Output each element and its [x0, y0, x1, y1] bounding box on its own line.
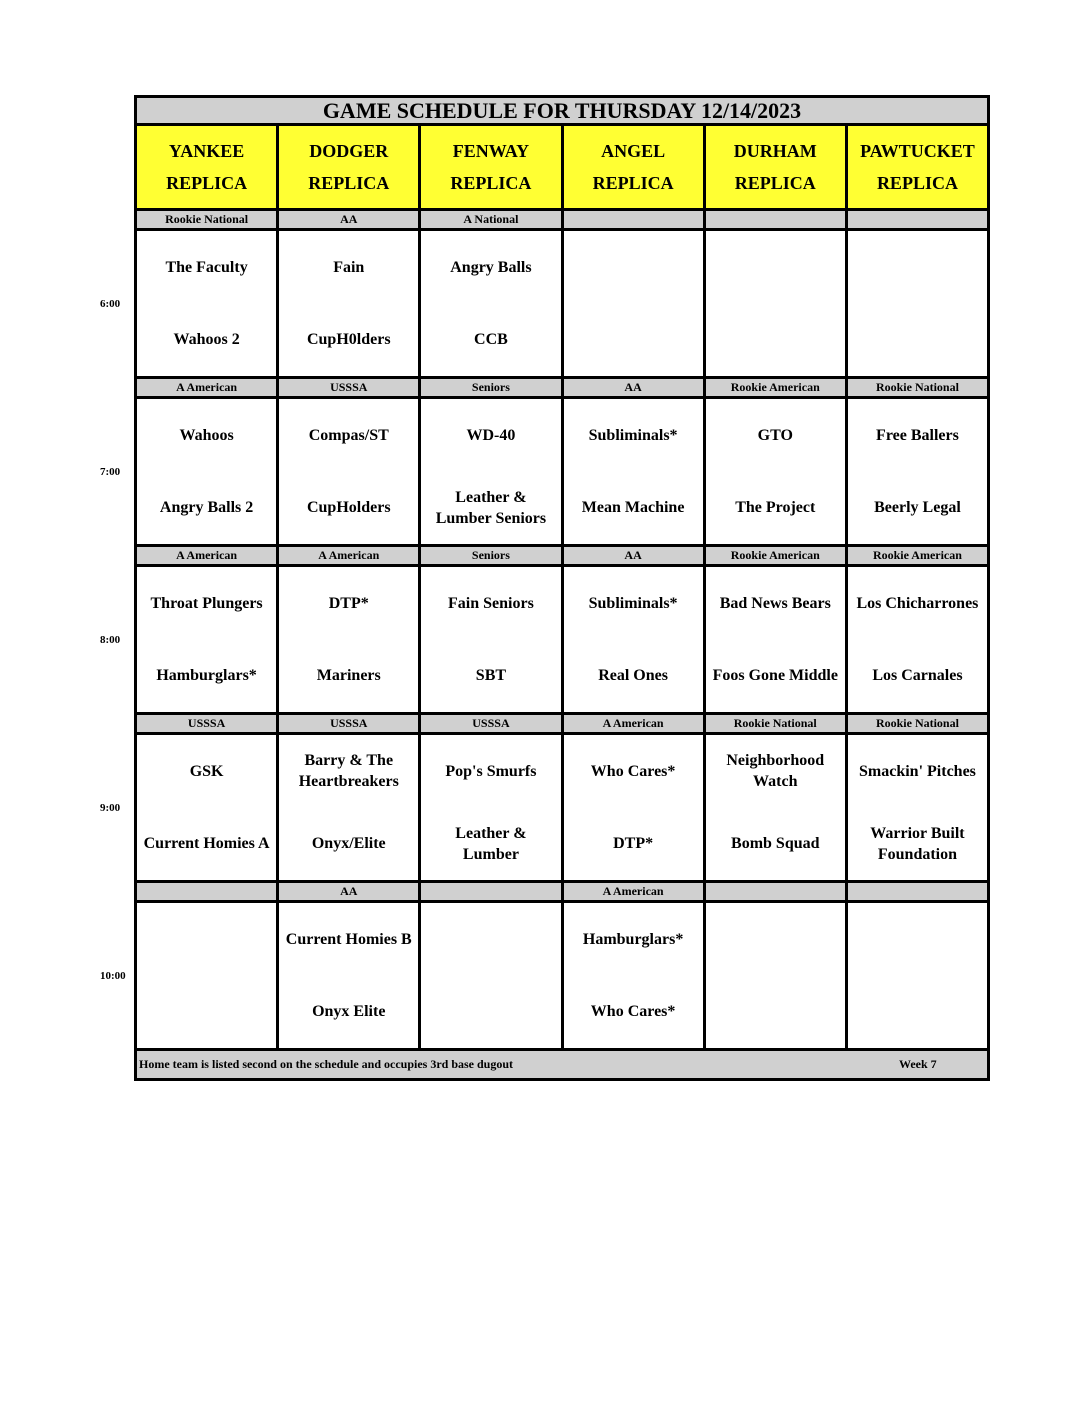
home-team: CCB [474, 331, 508, 349]
division-label: A American [564, 715, 706, 735]
game-row [134, 567, 990, 715]
home-team [564, 304, 703, 377]
away-team [564, 231, 703, 304]
away-team: Free Ballers [876, 426, 959, 444]
home-team: The Project [735, 499, 816, 517]
game-row [134, 231, 990, 379]
time-label: 6:00 [100, 298, 121, 310]
time-label: 8:00 [100, 634, 121, 646]
field-sub: REPLICA [734, 173, 816, 193]
field-name: YANKEE [168, 141, 245, 161]
game-cell [564, 903, 706, 1051]
home-team [706, 976, 845, 1049]
game-cell [564, 567, 706, 715]
game-cell [421, 735, 563, 883]
division-label: Rookie National [848, 379, 990, 399]
game-cell [564, 231, 706, 379]
time-slot [100, 547, 990, 715]
home-team: Onyx Elite [312, 1003, 386, 1021]
away-team [137, 903, 276, 976]
field-name: PAWTUCKET [860, 141, 975, 161]
field-sub: REPLICA [876, 173, 958, 193]
game-row [134, 903, 990, 1051]
field-name: FENWAY [452, 141, 530, 161]
home-team: Hamburglars* [156, 667, 257, 685]
game-cell [706, 399, 848, 547]
game-cell [137, 399, 279, 547]
game-cell [848, 399, 990, 547]
division-row [134, 715, 990, 735]
away-team: GSK [189, 762, 224, 780]
home-team: Bomb Squad [731, 835, 820, 853]
division-label [706, 883, 848, 903]
division-label [421, 883, 563, 903]
home-team: Los Carnales [872, 667, 963, 685]
home-team: Warrior Built Foundation [870, 824, 965, 863]
division-label [564, 211, 706, 231]
away-team: Hamburglars* [582, 930, 684, 948]
game-cell [279, 567, 421, 715]
home-team-note: Home team is listed second on the schedule and occupies 3rd base dugout [139, 1057, 514, 1071]
home-team: Leather & Lumber [455, 824, 527, 863]
time-slot [100, 883, 990, 1051]
away-team: Subliminals* [588, 426, 678, 444]
field-angel [564, 126, 706, 211]
field-sub: REPLICA [592, 173, 674, 193]
game-cell [421, 399, 563, 547]
home-team: Angry Balls 2 [159, 499, 254, 517]
field-pawtucket [848, 126, 990, 211]
division-label: AA [279, 211, 421, 231]
away-team: Pop's Smurfs [445, 762, 537, 780]
away-team: Subliminals* [588, 594, 678, 612]
division-row [134, 211, 990, 231]
division-label: A American [137, 379, 279, 399]
field-dodger [279, 126, 421, 211]
home-team: SBT [475, 667, 507, 685]
field-header-row [134, 123, 990, 211]
home-team [421, 976, 560, 1049]
away-team [848, 231, 987, 304]
game-cell [137, 735, 279, 883]
division-label [137, 883, 279, 903]
game-cell [421, 231, 563, 379]
game-row [134, 399, 990, 547]
game-cell [137, 231, 279, 379]
away-team: Throat Plungers [150, 594, 263, 612]
game-cell [564, 399, 706, 547]
time-label: 7:00 [100, 466, 121, 478]
division-label [848, 211, 990, 231]
game-cell [706, 735, 848, 883]
away-team: Barry & The Heartbreakers [298, 752, 399, 791]
away-team: Neighborhood Watch [726, 752, 825, 791]
division-label: A American [564, 883, 706, 903]
field-sub: REPLICA [450, 173, 532, 193]
time-slot [100, 211, 990, 379]
game-cell [848, 231, 990, 379]
field-name: DURHAM [733, 141, 817, 161]
away-team [706, 231, 845, 304]
game-cell [706, 903, 848, 1051]
away-team: Who Cares* [590, 762, 676, 780]
time-slots [100, 211, 990, 1051]
game-cell [137, 903, 279, 1051]
schedule-title: GAME SCHEDULE FOR THURSDAY 12/14/2023 [134, 95, 990, 123]
away-team [421, 903, 560, 976]
away-team: Fain [333, 258, 365, 276]
away-team [848, 903, 987, 976]
time-label: 10:00 [100, 970, 126, 982]
time-slot [100, 379, 990, 547]
game-cell [848, 735, 990, 883]
home-team [137, 976, 276, 1049]
game-cell [848, 903, 990, 1051]
division-label: USSSA [421, 715, 563, 735]
home-team: Who Cares* [590, 1003, 676, 1021]
division-row [134, 883, 990, 903]
division-row [134, 379, 990, 399]
field-name: DODGER [309, 141, 389, 161]
field-fenway [421, 126, 563, 211]
away-team: Angry Balls [450, 258, 532, 276]
away-team: Los Chicharrones [856, 594, 979, 612]
home-team: Leather & Lumber Seniors [435, 488, 547, 527]
division-label: USSSA [279, 379, 421, 399]
division-label: AA [564, 379, 706, 399]
division-label: AA [564, 547, 706, 567]
division-label: AA [279, 883, 421, 903]
division-label: Rookie National [848, 715, 990, 735]
game-cell [279, 735, 421, 883]
home-team: Mariners [316, 667, 381, 685]
division-label [848, 883, 990, 903]
field-sub: REPLICA [308, 173, 390, 193]
division-label: A American [279, 547, 421, 567]
game-cell [279, 903, 421, 1051]
home-team: CupH0lders [306, 331, 391, 349]
home-team: Real Ones [598, 667, 668, 685]
home-team: CupHolders [306, 499, 391, 517]
division-label: Rookie American [706, 547, 848, 567]
field-yankee [137, 126, 279, 211]
game-cell [706, 231, 848, 379]
game-cell [848, 567, 990, 715]
away-team: DTP* [328, 594, 369, 612]
away-team: The Faculty [165, 258, 248, 276]
schedule-footer [134, 1051, 990, 1081]
home-team: Wahoos 2 [173, 331, 240, 349]
home-team: Current Homies A [143, 835, 270, 853]
game-row [134, 735, 990, 883]
home-team: Beerly Legal [874, 499, 961, 517]
division-row [134, 547, 990, 567]
home-team: Foos Gone Middle [712, 667, 838, 685]
division-label: USSSA [137, 715, 279, 735]
home-team: DTP* [613, 835, 654, 853]
division-label: USSSA [279, 715, 421, 735]
home-team [848, 976, 987, 1049]
time-slot [100, 715, 990, 883]
week-label: Week 7 [899, 1057, 937, 1071]
game-cell [564, 735, 706, 883]
away-team [706, 903, 845, 976]
away-team: Fain Seniors [448, 594, 534, 612]
division-label: Rookie American [848, 547, 990, 567]
away-team: WD-40 [466, 426, 516, 444]
home-team [706, 304, 845, 377]
division-label: Rookie American [706, 379, 848, 399]
away-team: Current Homies B [285, 930, 412, 948]
game-cell [137, 567, 279, 715]
schedule-sheet [100, 95, 990, 1081]
time-label: 9:00 [100, 802, 121, 814]
game-cell [421, 903, 563, 1051]
division-label: Seniors [421, 379, 563, 399]
division-label [706, 211, 848, 231]
division-label: A American [137, 547, 279, 567]
division-label: Rookie National [137, 211, 279, 231]
field-name: ANGEL [601, 141, 666, 161]
away-team: Wahoos [179, 426, 234, 444]
home-team: Mean Machine [581, 499, 685, 517]
home-team: Onyx/Elite [311, 835, 386, 853]
home-team [848, 304, 987, 377]
game-cell [421, 567, 563, 715]
away-team: Compas/ST [308, 426, 389, 444]
division-label: Seniors [421, 547, 563, 567]
field-sub: REPLICA [166, 173, 248, 193]
division-label: A National [421, 211, 563, 231]
away-team: Smackin' Pitches [859, 762, 976, 780]
away-team: GTO [757, 426, 793, 444]
game-cell [706, 567, 848, 715]
game-cell [279, 399, 421, 547]
game-cell [279, 231, 421, 379]
division-label: Rookie National [706, 715, 848, 735]
away-team: Bad News Bears [719, 594, 831, 612]
field-durham [706, 126, 848, 211]
